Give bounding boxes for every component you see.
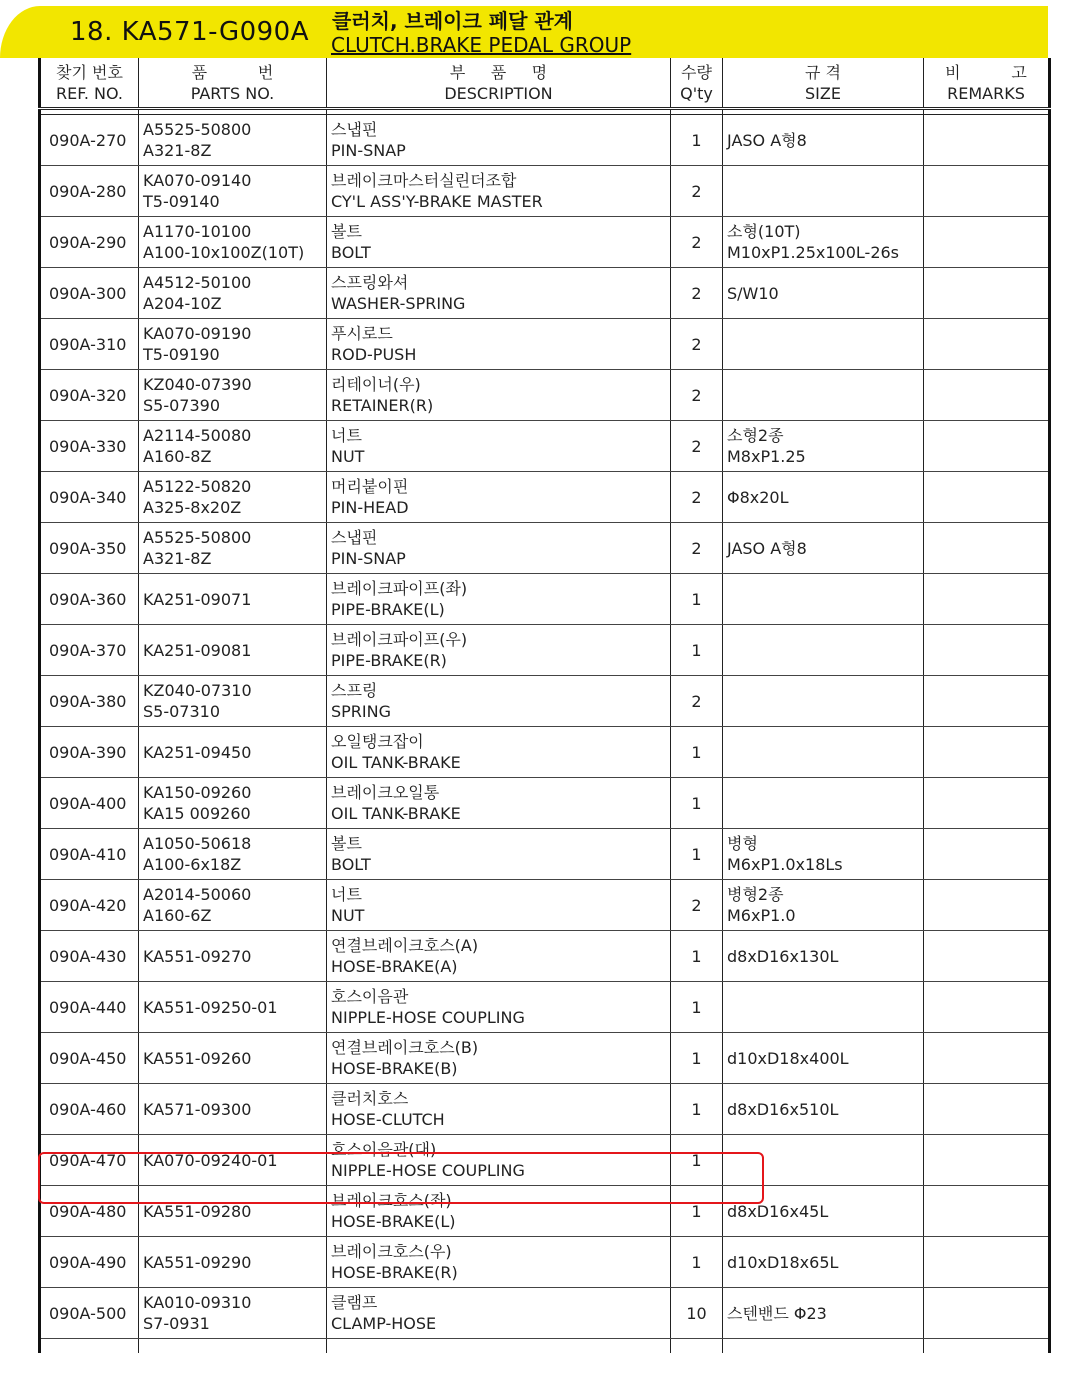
parts-line: A2114-50080 [143, 426, 252, 445]
description-cell [327, 421, 671, 472]
qty-cell: 2 [671, 523, 723, 574]
qty-cell: 1 [671, 625, 723, 676]
desc-line: 스프링와셔 [331, 273, 409, 292]
col-header-description: 부 품 명 DESCRIPTION [327, 58, 671, 109]
desc-line: 너트 [331, 885, 362, 904]
table-row[interactable] [40, 268, 1050, 319]
parts-no-cell [139, 523, 327, 574]
table-row[interactable] [40, 217, 1050, 268]
size-line: M10xP1.25x100L-26s [727, 243, 900, 262]
qty-cell: 2 [671, 880, 723, 931]
ref-no-cell: 090A-380 [40, 676, 139, 727]
desc-line: 머리붙이핀 [331, 477, 409, 496]
description-cell [327, 217, 671, 268]
ref-no-cell: 090A-470 [40, 1135, 139, 1186]
size-cell [723, 421, 924, 472]
table-row[interactable] [40, 370, 1050, 421]
ref-no-cell: 090A-310 [40, 319, 139, 370]
parts-line: KA15 009260 [143, 804, 251, 823]
size-cell [723, 676, 924, 727]
size-line: JASO A형8 [727, 538, 807, 558]
desc-line: NUT [331, 906, 365, 925]
description-cell [327, 370, 671, 421]
parts-no-cell [139, 166, 327, 217]
table-row[interactable] [40, 625, 1050, 676]
size-line: 소형(10T) [727, 222, 801, 241]
col-header-qty: 수량 Q'ty [671, 58, 723, 109]
parts-no-cell [139, 472, 327, 523]
col-header-ref: 찾기 번호 REF. NO. [40, 58, 139, 109]
desc-line: NIPPLE-HOSE COUPLING [331, 1008, 525, 1027]
table-row[interactable] [40, 829, 1050, 880]
qty-cell: 1 [671, 1237, 723, 1288]
parts-no-cell [139, 1084, 327, 1135]
size-cell [723, 370, 924, 421]
size-line: M6xP1.0 [727, 906, 796, 925]
qty-cell: 1 [671, 574, 723, 625]
desc-line: PIPE-BRAKE(R) [331, 651, 447, 670]
size-cell [723, 472, 924, 523]
description-cell [327, 1237, 671, 1288]
remarks-cell [924, 574, 1050, 625]
parts-line: T5-09140 [143, 192, 220, 211]
col-header-remarks: 비 고 REMARKS [924, 58, 1050, 109]
ref-no-cell: 090A-410 [40, 829, 139, 880]
size-cell [723, 982, 924, 1033]
remarks-cell [924, 1084, 1050, 1135]
parts-line: KA070-09190 [143, 324, 252, 343]
size-line: M6xP1.0x18Ls [727, 855, 843, 874]
desc-line: SPRING [331, 702, 392, 721]
parts-line: A2014-50060 [143, 885, 252, 904]
parts-no-cell [139, 727, 327, 778]
table-row[interactable] [40, 574, 1050, 625]
qty-cell: 10 [671, 1288, 723, 1339]
table-row[interactable] [40, 166, 1050, 217]
remarks-cell [924, 1135, 1050, 1186]
size-cell [723, 1288, 924, 1339]
size-cell [723, 523, 924, 574]
table-row[interactable] [40, 982, 1050, 1033]
remarks-cell [924, 880, 1050, 931]
parts-no-cell [139, 421, 327, 472]
description-cell [327, 1288, 671, 1339]
description-cell [327, 115, 671, 166]
parts-line: A160-8Z [143, 447, 212, 466]
size-line: d8xD16x130L [727, 946, 839, 966]
description-cell [327, 472, 671, 523]
desc-line: 브레이크파이프(우) [331, 630, 468, 649]
remarks-cell [924, 472, 1050, 523]
table-row[interactable] [40, 727, 1050, 778]
desc-line: 클램프 [331, 1293, 378, 1312]
size-cell [723, 880, 924, 931]
ref-no-cell: 090A-290 [40, 217, 139, 268]
parts-line: KA010-09310 [143, 1293, 252, 1312]
desc-line: 브레이크호스(우) [331, 1242, 452, 1261]
desc-line: 스프링 [331, 681, 378, 700]
parts-line: KA251-09081 [143, 640, 252, 660]
parts-line: A1050-50618 [143, 834, 252, 853]
table-row[interactable] [40, 1033, 1050, 1084]
ref-no-cell: 090A-280 [40, 166, 139, 217]
parts-line: KZ040-07390 [143, 375, 252, 394]
desc-line: 연결브레이크호스(B) [331, 1038, 479, 1057]
size-cell [723, 268, 924, 319]
parts-line: A100-10x100Z(10T) [143, 243, 305, 262]
table-row[interactable] [40, 421, 1050, 472]
remarks-cell [924, 421, 1050, 472]
parts-no-cell [139, 778, 327, 829]
desc-line: HOSE-BRAKE(B) [331, 1059, 458, 1078]
desc-line: PIN-SNAP [331, 549, 406, 568]
parts-line: KA551-09280 [143, 1201, 252, 1221]
desc-line: 호스이음관(대) [331, 1140, 437, 1159]
desc-line: 푸시로드 [331, 324, 393, 343]
remarks-cell [924, 727, 1050, 778]
description-cell [327, 1186, 671, 1237]
table-row[interactable] [40, 472, 1050, 523]
table-row[interactable] [40, 931, 1050, 982]
size-cell [723, 166, 924, 217]
size-line: JASO A형8 [727, 130, 807, 150]
ref-no-cell: 090A-460 [40, 1084, 139, 1135]
desc-line: RETAINER(R) [331, 396, 434, 415]
size-cell [723, 1033, 924, 1084]
ref-no-cell: 090A-490 [40, 1237, 139, 1288]
parts-no-cell [139, 319, 327, 370]
parts-line: KZ040-07310 [143, 681, 252, 700]
table-row-partial [40, 1339, 1050, 1354]
qty-cell: 1 [671, 1186, 723, 1237]
description-cell [327, 880, 671, 931]
remarks-cell [924, 829, 1050, 880]
parts-no-cell [139, 574, 327, 625]
size-cell [723, 625, 924, 676]
remarks-cell [924, 319, 1050, 370]
remarks-cell [924, 370, 1050, 421]
description-cell [327, 931, 671, 982]
description-cell [327, 268, 671, 319]
parts-no-cell [139, 625, 327, 676]
qty-cell: 1 [671, 778, 723, 829]
qty-cell: 1 [671, 115, 723, 166]
size-cell [723, 727, 924, 778]
qty-cell: 1 [671, 1084, 723, 1135]
description-cell [327, 727, 671, 778]
desc-line: 호스이음관 [331, 987, 409, 1006]
remarks-cell [924, 217, 1050, 268]
remarks-cell [924, 115, 1050, 166]
section-code: 18. KA571-G090A [70, 17, 310, 47]
table-row[interactable] [40, 319, 1050, 370]
qty-cell: 2 [671, 676, 723, 727]
desc-line: 볼트 [331, 222, 362, 241]
remarks-cell [924, 1237, 1050, 1288]
parts-no-cell [139, 931, 327, 982]
qty-cell: 2 [671, 421, 723, 472]
size-cell [723, 1084, 924, 1135]
remarks-cell [924, 676, 1050, 727]
desc-line: PIPE-BRAKE(L) [331, 600, 445, 619]
parts-line: A321-8Z [143, 549, 212, 568]
description-cell [327, 676, 671, 727]
parts-line: A204-10Z [143, 294, 222, 313]
description-cell [327, 574, 671, 625]
remarks-cell [924, 982, 1050, 1033]
section-title-korean: 클러치, 브레이크 페달 관계 [332, 9, 574, 33]
description-cell [327, 319, 671, 370]
desc-line: OIL TANK-BRAKE [331, 804, 461, 823]
parts-no-cell [139, 370, 327, 421]
table-row[interactable] [40, 778, 1050, 829]
parts-line: KA070-09240-01 [143, 1150, 278, 1170]
parts-line: S5-07310 [143, 702, 221, 721]
parts-no-cell [139, 829, 327, 880]
parts-no-cell [139, 1186, 327, 1237]
parts-line: KA070-09140 [143, 171, 252, 190]
desc-line: OIL TANK-BRAKE [331, 753, 461, 772]
size-cell [723, 931, 924, 982]
qty-cell: 1 [671, 727, 723, 778]
qty-cell: 2 [671, 217, 723, 268]
desc-line: CLAMP-HOSE [331, 1314, 437, 1333]
desc-line: PIN-SNAP [331, 141, 406, 160]
size-cell [723, 319, 924, 370]
size-line: 스텐밴드 Φ23 [727, 1303, 827, 1323]
parts-table [38, 58, 1051, 1353]
desc-line: 브레이크파이프(좌) [331, 579, 468, 598]
remarks-cell [924, 625, 1050, 676]
parts-line: KA551-09260 [143, 1048, 252, 1068]
size-line: S/W10 [727, 283, 779, 303]
desc-line: BOLT [331, 855, 371, 874]
remarks-cell [924, 523, 1050, 574]
size-cell [723, 115, 924, 166]
desc-line: HOSE-BRAKE(R) [331, 1263, 458, 1282]
ref-no-cell: 090A-440 [40, 982, 139, 1033]
col-header-parts: 품 번 PARTS NO. [139, 58, 327, 109]
qty-cell: 2 [671, 370, 723, 421]
size-cell [723, 1237, 924, 1288]
parts-line: KA251-09450 [143, 742, 252, 762]
description-cell [327, 829, 671, 880]
size-line: d8xD16x45L [727, 1201, 829, 1221]
desc-line: CY'L ASS'Y-BRAKE MASTER [331, 192, 543, 211]
size-line: Φ8x20L [727, 487, 789, 507]
desc-line: 너트 [331, 426, 362, 445]
description-cell [327, 1033, 671, 1084]
parts-line: KA551-09270 [143, 946, 252, 966]
desc-line: 브레이크오일통 [331, 783, 440, 802]
parts-line: KA150-09260 [143, 783, 252, 802]
qty-cell: 1 [671, 829, 723, 880]
parts-no-cell [139, 676, 327, 727]
desc-line: BOLT [331, 243, 371, 262]
section-title-english: CLUTCH.BRAKE PEDAL GROUP [331, 33, 632, 57]
parts-line: A5525-50800 [143, 120, 252, 139]
table-row[interactable] [40, 1288, 1050, 1339]
ref-no-cell: 090A-350 [40, 523, 139, 574]
remarks-cell [924, 931, 1050, 982]
desc-line: NIPPLE-HOSE COUPLING [331, 1161, 525, 1180]
desc-line: 오일탱크잡이 [331, 732, 424, 751]
parts-line: S7-0931 [143, 1314, 210, 1333]
parts-line: A321-8Z [143, 141, 212, 160]
table-row[interactable] [40, 880, 1050, 931]
parts-line: A1170-10100 [143, 222, 252, 241]
size-cell [723, 1135, 924, 1186]
size-line: 병형2종 [727, 885, 784, 904]
parts-line: A100-6x18Z [143, 855, 242, 874]
qty-cell: 1 [671, 931, 723, 982]
qty-cell: 1 [671, 1033, 723, 1084]
remarks-cell [924, 268, 1050, 319]
remarks-cell [924, 778, 1050, 829]
col-header-size: 규 격 SIZE [723, 58, 924, 109]
parts-line: A160-6Z [143, 906, 212, 925]
parts-line: A5525-50800 [143, 528, 252, 547]
parts-no-cell [139, 1237, 327, 1288]
parts-line: A325-8x20Z [143, 498, 242, 517]
description-cell [327, 1084, 671, 1135]
size-line: d10xD18x65L [727, 1252, 839, 1272]
table-row[interactable] [40, 115, 1050, 166]
desc-line: 클러치호스 [331, 1089, 409, 1108]
parts-no-cell [139, 217, 327, 268]
table-header-row [40, 58, 1050, 109]
qty-cell: 2 [671, 319, 723, 370]
size-line: 병형 [727, 834, 758, 853]
description-cell [327, 166, 671, 217]
remarks-cell [924, 1033, 1050, 1084]
remarks-cell [924, 1288, 1050, 1339]
desc-line: 브레이크호스(좌) [331, 1191, 452, 1210]
size-cell [723, 574, 924, 625]
size-cell [723, 217, 924, 268]
description-cell [327, 982, 671, 1033]
desc-line: 연결브레이크호스(A) [331, 936, 479, 955]
qty-cell: 2 [671, 166, 723, 217]
size-line: d8xD16x510L [727, 1099, 839, 1119]
desc-line: 브레이크마스터실린더조합 [331, 171, 517, 190]
ref-no-cell: 090A-370 [40, 625, 139, 676]
size-cell [723, 1186, 924, 1237]
ref-no-cell: 090A-340 [40, 472, 139, 523]
ref-no-cell: 090A-270 [40, 115, 139, 166]
desc-line: ROD-PUSH [331, 345, 417, 364]
desc-line: 스냅핀 [331, 120, 378, 139]
table-row-highlighted[interactable] [40, 1135, 1050, 1186]
ref-no-cell: 090A-500 [40, 1288, 139, 1339]
desc-line: 리테이너(우) [331, 375, 421, 394]
description-cell [327, 523, 671, 574]
parts-line: KA551-09250-01 [143, 997, 278, 1017]
parts-no-cell [139, 880, 327, 931]
table-row[interactable] [40, 1237, 1050, 1288]
ref-no-cell: 090A-430 [40, 931, 139, 982]
qty-cell: 2 [671, 268, 723, 319]
parts-line: S5-07390 [143, 396, 221, 415]
ref-no-cell: 090A-480 [40, 1186, 139, 1237]
ref-no-cell: 090A-320 [40, 370, 139, 421]
desc-line: 스냅핀 [331, 528, 378, 547]
parts-line: T5-09190 [143, 345, 220, 364]
size-cell [723, 829, 924, 880]
parts-line: A5122-50820 [143, 477, 252, 496]
table-row[interactable] [40, 676, 1050, 727]
size-cell [723, 778, 924, 829]
ref-no-cell: 090A-450 [40, 1033, 139, 1084]
desc-line: NUT [331, 447, 365, 466]
desc-line: WASHER-SPRING [331, 294, 466, 313]
remarks-cell [924, 166, 1050, 217]
description-cell [327, 625, 671, 676]
desc-line: HOSE-BRAKE(L) [331, 1212, 456, 1231]
parts-no-cell [139, 1135, 327, 1186]
table-row[interactable] [40, 1186, 1050, 1237]
table-row[interactable] [40, 1084, 1050, 1135]
remarks-cell [924, 1186, 1050, 1237]
ref-no-cell: 090A-330 [40, 421, 139, 472]
desc-line: 볼트 [331, 834, 362, 853]
size-line: d10xD18x400L [727, 1048, 849, 1068]
qty-cell: 1 [671, 1135, 723, 1186]
size-line: 소형2종 [727, 426, 784, 445]
parts-no-cell [139, 268, 327, 319]
ref-no-cell: 090A-300 [40, 268, 139, 319]
desc-line: HOSE-CLUTCH [331, 1110, 445, 1129]
ref-no-cell: 090A-360 [40, 574, 139, 625]
parts-line: KA251-09071 [143, 589, 252, 609]
parts-no-cell [139, 1288, 327, 1339]
parts-no-cell [139, 1033, 327, 1084]
table-body [40, 109, 1050, 1354]
description-cell [327, 1135, 671, 1186]
desc-line: HOSE-BRAKE(A) [331, 957, 458, 976]
parts-no-cell [139, 982, 327, 1033]
ref-no-cell: 090A-420 [40, 880, 139, 931]
ref-no-cell: 090A-390 [40, 727, 139, 778]
size-line: M8xP1.25 [727, 447, 806, 466]
ref-no-cell: 090A-400 [40, 778, 139, 829]
desc-line: PIN-HEAD [331, 498, 409, 517]
qty-cell: 1 [671, 982, 723, 1033]
parts-line: A4512-50100 [143, 273, 252, 292]
qty-cell: 2 [671, 472, 723, 523]
parts-line: KA571-09300 [143, 1099, 252, 1119]
description-cell [327, 778, 671, 829]
parts-line: KA551-09290 [143, 1252, 252, 1272]
parts-no-cell [139, 115, 327, 166]
table-row[interactable] [40, 523, 1050, 574]
